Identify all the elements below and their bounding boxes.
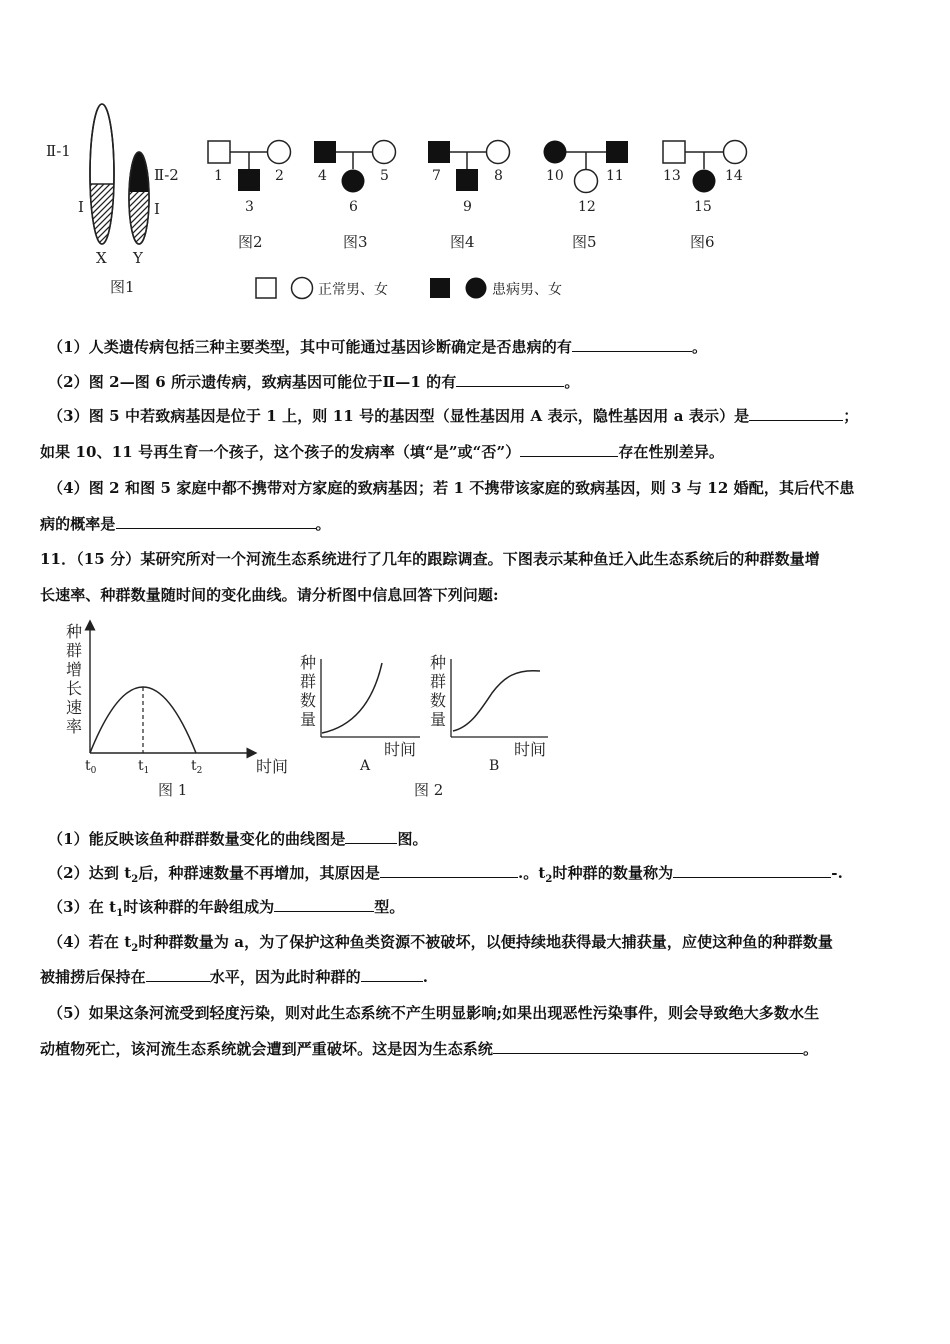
pedigree-fig3 [314, 141, 396, 252]
figure2-caption: 图 2 [414, 781, 444, 799]
q11-part1: （1）能反映该鱼种群群数量变化的曲线图是 图。 [48, 830, 428, 848]
label-II1: Ⅱ-1 [46, 142, 71, 160]
growth-rate-chart [66, 622, 288, 799]
legend-affected: 患病男、女 [492, 282, 562, 298]
pedigree-fig5 [544, 141, 629, 252]
answer-blank[interactable] [380, 863, 518, 878]
answer-blank[interactable] [572, 337, 692, 352]
pedigree-num: 11 [606, 168, 624, 184]
q10-part1: （1）人类遗传病包括三种主要类型，其中可能通过基因诊断确定是否患病的有 。 [48, 338, 708, 356]
popB-ylabel: 种 群 数 量 [430, 653, 447, 729]
pedigree-num: 15 [694, 199, 712, 215]
growth-caption: 图 1 [158, 781, 188, 799]
legend-normal: 正常男、女 [318, 282, 388, 298]
tick-t2: $t_2$ [191, 758, 203, 776]
label-X: X [96, 249, 107, 267]
pedigree-fig2 [208, 141, 291, 252]
q11-part5: （5）如果这条河流受到轻度污染，则对此生态系统不产生明显影响;如果出现恶性污染事件，则会导致绝大多数水生 [48, 1004, 820, 1022]
pedigree-caption: 图4 [450, 233, 475, 251]
q10-part3: （3）图 5 中若致病基因是位于 1 上，则 11 号的基因型（显性基因用 A 表示，隐性基因用 a 表示）是 ； [48, 407, 859, 425]
pedigree-caption: 图2 [238, 233, 263, 251]
q11-part5-cont: 动植物死亡，该河流生态系统就会遭到严重破坏。这是因为生态系统 。 [40, 1040, 819, 1058]
y-chromosome [128, 150, 150, 246]
pedigree-num: 13 [663, 168, 681, 184]
figure1-caption: 图1 [110, 278, 135, 296]
pedigree-num: 12 [578, 199, 596, 215]
pedigree-num: 6 [349, 199, 358, 215]
growth-xlabel: 时间 [256, 757, 289, 776]
answer-blank[interactable] [493, 1039, 803, 1054]
population-chart-B [414, 653, 548, 799]
pedigree-fig6 [663, 141, 747, 252]
j-curve [322, 663, 382, 733]
answer-blank[interactable] [673, 863, 831, 878]
genetics-figure [0, 90, 950, 315]
pedigree-caption: 图6 [690, 233, 715, 251]
population-figures [0, 615, 950, 810]
q11-part3: （3）在 $t_1$时该种群的年龄组成为 型。 [48, 898, 405, 919]
label-I-right: Ⅰ [154, 200, 160, 218]
answer-blank[interactable] [274, 897, 374, 912]
pedigree-legend [256, 278, 562, 299]
pedigree-num: 10 [546, 168, 564, 184]
q11-part4-cont: 被捕捞后保持在 水平，因为此时种群的 . [40, 968, 429, 986]
growth-ylabel: 种 群 增 长 速 率 [66, 622, 83, 736]
population-chart-A [300, 653, 420, 774]
answer-blank[interactable] [116, 514, 316, 529]
tick-t0: $t_0$ [85, 758, 97, 776]
answer-blank[interactable] [520, 442, 618, 457]
popB-name: B [489, 758, 500, 774]
popA-ylabel: 种 群 数 量 [300, 653, 317, 729]
popB-xlabel: 时间 [514, 740, 547, 759]
pedigree-caption: 图3 [343, 233, 368, 251]
pedigree-num: 3 [245, 199, 254, 215]
popA-xlabel: 时间 [384, 740, 417, 759]
answer-blank[interactable] [146, 967, 210, 982]
q11-part2: （2）达到 $t_2$后，种群速数量不再增加，其原因是 .。$t_2$时种群的数量称为 -. [48, 864, 843, 885]
pedigree-num: 5 [380, 168, 389, 184]
q10-part2: （2）图 2—图 6 所示遗传病，致病基因可能位于Ⅱ—1 的有 。 [48, 373, 580, 391]
pedigree-num: 1 [214, 168, 223, 184]
label-II2: Ⅱ-2 [154, 166, 179, 184]
pedigree-num: 8 [494, 168, 503, 184]
q11-intro: 11．（15 分）某研究所对一个河流生态系统进行了几年的跟踪调查。下图表示某种鱼迁入此生态系统后的种群数量增 [40, 550, 820, 568]
answer-blank[interactable] [361, 967, 423, 982]
x-chromosome [88, 104, 116, 246]
q10-part4: （4）图 2 和图 5 家庭中都不携带对方家庭的致病基因；若 1 不携带该家庭的致病基因，则 3 与 12 婚配，其后代不患 [48, 479, 855, 497]
label-Y: Y [133, 249, 143, 267]
q10-part3-cont: 如果 10、11 号再生育一个孩子，这个孩子的发病率（填“是”或“否”） 存在性别差异。 [40, 443, 725, 461]
q11-part4: （4）若在 $t_2$时种群数量为 a，为了保护这种鱼类资源不被破坏，以便持续地获得最大捕获量，应使这种鱼的种群数量 [48, 933, 834, 954]
popA-name: A [360, 758, 371, 774]
tick-t1: $t_1$ [138, 758, 150, 776]
pedigree-num: 2 [275, 168, 284, 184]
pedigree-num: 14 [725, 168, 743, 184]
q11-intro-cont: 长速率、种群数量随时间的变化曲线。请分析图中信息回答下列问题: [40, 586, 499, 604]
q10-part4-cont: 病的概率是 。 [40, 515, 331, 533]
pedigree-caption: 图5 [572, 233, 597, 251]
pedigree-num: 4 [318, 168, 327, 184]
label-I-left: Ⅰ [78, 198, 84, 216]
answer-blank[interactable] [345, 829, 397, 844]
pedigree-num: 7 [432, 168, 441, 184]
answer-blank[interactable] [749, 406, 843, 421]
s-curve [453, 671, 540, 731]
answer-blank[interactable] [456, 372, 564, 387]
pedigree-fig4 [428, 141, 510, 252]
pedigree-num: 9 [463, 199, 472, 215]
